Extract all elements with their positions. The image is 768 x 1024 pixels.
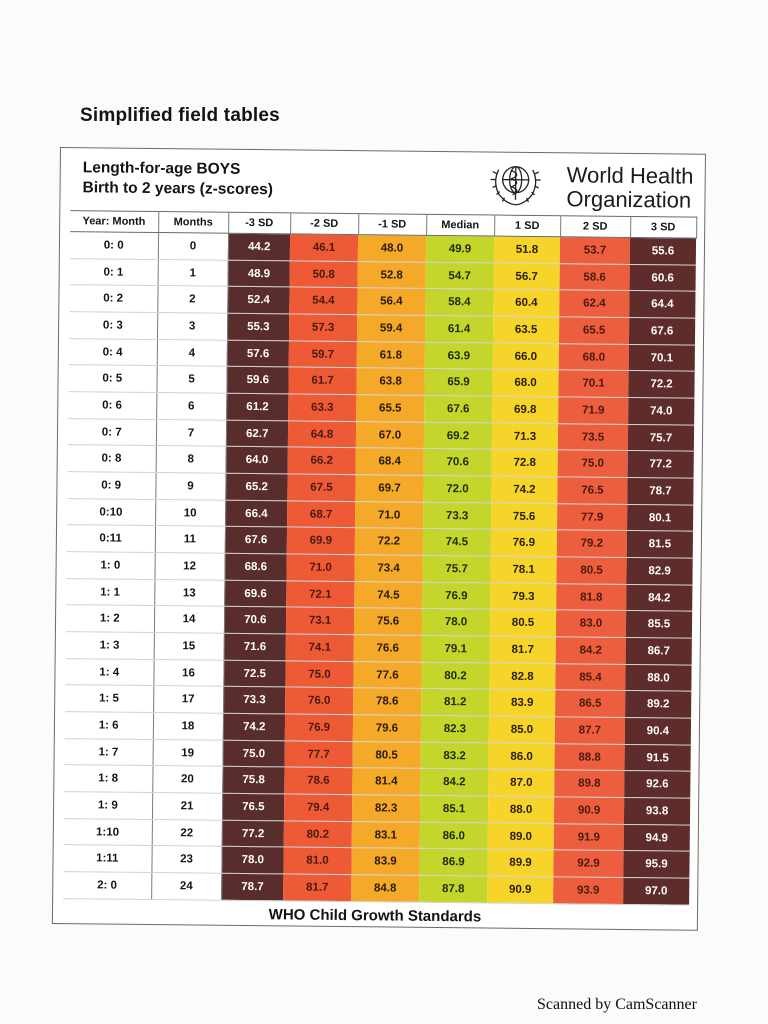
cell-months: 12 xyxy=(154,553,224,580)
column-header-minus-2-sd: -2 SD xyxy=(290,213,358,235)
cell-year-month: 1: 4 xyxy=(65,658,153,686)
cell-plus-1-sd: 83.9 xyxy=(489,689,555,716)
cell-minus-2-sd: 80.2 xyxy=(284,821,352,848)
cell-plus-3-sd: 92.6 xyxy=(624,771,690,798)
cell-year-month: 1: 8 xyxy=(64,765,152,793)
cell-plus-3-sd: 94.9 xyxy=(624,824,690,851)
cell-year-month: 1: 6 xyxy=(65,712,153,740)
cell-plus-3-sd: 77.2 xyxy=(628,451,694,478)
cell-minus-2-sd: 67.5 xyxy=(287,474,355,501)
table-header-block xyxy=(60,148,705,217)
cell-minus-1-sd: 67.0 xyxy=(356,421,424,448)
column-header-plus-1-sd: 1 SD xyxy=(494,215,560,237)
cell-minus-3-sd: 74.2 xyxy=(223,713,285,740)
cell-plus-1-sd: 80.5 xyxy=(490,609,556,636)
cell-minus-1-sd: 56.4 xyxy=(357,288,425,315)
cell-plus-1-sd: 56.7 xyxy=(494,263,560,290)
column-header-plus-3-sd: 3 SD xyxy=(630,216,696,238)
cell-median: 86.0 xyxy=(420,822,488,849)
cell-minus-3-sd: 75.0 xyxy=(223,740,285,767)
cell-plus-3-sd: 90.4 xyxy=(625,718,691,745)
cell-plus-1-sd: 66.0 xyxy=(493,343,559,370)
cell-plus-3-sd: 78.7 xyxy=(627,478,693,505)
cell-median: 73.3 xyxy=(423,502,491,529)
cell-minus-3-sd: 77.2 xyxy=(222,820,284,847)
cell-months: 9 xyxy=(155,473,225,500)
cell-minus-2-sd: 74.1 xyxy=(286,634,354,661)
cell-minus-1-sd: 65.5 xyxy=(356,395,424,422)
cell-minus-3-sd: 55.3 xyxy=(227,313,289,340)
cell-minus-2-sd: 77.7 xyxy=(285,741,353,768)
cell-plus-2-sd: 85.4 xyxy=(555,663,625,690)
cell-minus-3-sd: 48.9 xyxy=(228,260,290,287)
cell-plus-2-sd: 75.0 xyxy=(558,450,628,477)
cell-median: 83.2 xyxy=(421,742,489,769)
cell-minus-2-sd: 73.1 xyxy=(286,607,354,634)
cell-plus-2-sd: 88.8 xyxy=(555,743,625,770)
cell-plus-1-sd: 74.2 xyxy=(491,476,557,503)
cell-plus-2-sd: 58.6 xyxy=(560,263,630,290)
cell-median: 58.4 xyxy=(425,289,493,316)
cell-median: 86.9 xyxy=(419,849,487,876)
cell-plus-3-sd: 64.4 xyxy=(629,291,695,318)
cell-minus-3-sd: 73.3 xyxy=(223,687,285,714)
cell-plus-3-sd: 89.2 xyxy=(625,691,691,718)
cell-minus-3-sd: 66.4 xyxy=(225,500,287,527)
cell-minus-2-sd: 61.7 xyxy=(288,367,356,394)
cell-minus-3-sd: 71.6 xyxy=(224,633,286,660)
cell-months: 2 xyxy=(157,286,227,313)
cell-median: 79.1 xyxy=(422,635,490,662)
cell-plus-1-sd: 60.4 xyxy=(493,289,559,316)
cell-minus-1-sd: 63.8 xyxy=(356,368,424,395)
cell-median: 65.9 xyxy=(424,369,492,396)
table-body xyxy=(63,232,696,905)
cell-minus-2-sd: 75.0 xyxy=(285,661,353,688)
cell-plus-3-sd: 72.2 xyxy=(628,371,694,398)
cell-plus-1-sd: 79.3 xyxy=(490,583,556,610)
cell-plus-3-sd: 85.5 xyxy=(626,611,692,638)
cell-months: 19 xyxy=(153,739,223,766)
cell-minus-3-sd: 72.5 xyxy=(223,660,285,687)
cell-minus-3-sd: 68.6 xyxy=(224,553,286,580)
cell-minus-1-sd: 74.5 xyxy=(354,581,422,608)
cell-plus-1-sd: 87.0 xyxy=(488,769,554,796)
cell-months: 5 xyxy=(156,366,226,393)
cell-year-month: 0: 8 xyxy=(68,445,156,473)
scanner-watermark: Scanned by CamScanner xyxy=(537,996,697,1013)
cell-plus-3-sd: 93.8 xyxy=(624,798,690,825)
cell-plus-3-sd: 84.2 xyxy=(626,584,692,611)
cell-median: 80.2 xyxy=(421,662,489,689)
cell-minus-2-sd: 46.1 xyxy=(290,234,358,261)
cell-plus-2-sd: 91.9 xyxy=(554,823,624,850)
cell-months: 0 xyxy=(158,233,228,260)
cell-plus-2-sd: 68.0 xyxy=(559,343,629,370)
cell-minus-1-sd: 83.1 xyxy=(352,821,420,848)
cell-median: 82.3 xyxy=(421,715,489,742)
cell-minus-2-sd: 72.1 xyxy=(286,581,354,608)
cell-plus-3-sd: 67.6 xyxy=(629,317,695,344)
cell-median: 72.0 xyxy=(423,475,491,502)
table-title-line-2: Birth to 2 years (z-scores) xyxy=(82,179,274,199)
cell-months: 18 xyxy=(153,713,223,740)
cell-plus-3-sd: 86.7 xyxy=(626,638,692,665)
cell-plus-2-sd: 65.5 xyxy=(559,317,629,344)
cell-minus-1-sd: 73.4 xyxy=(354,555,422,582)
cell-months: 6 xyxy=(156,393,226,420)
cell-minus-2-sd: 63.3 xyxy=(288,394,356,421)
length-for-age-table xyxy=(63,210,697,905)
cell-median: 63.9 xyxy=(425,342,493,369)
cell-minus-1-sd: 77.6 xyxy=(353,661,421,688)
cell-minus-3-sd: 62.7 xyxy=(226,420,288,447)
cell-plus-1-sd: 85.0 xyxy=(489,716,555,743)
cell-plus-1-sd: 76.9 xyxy=(491,529,557,556)
cell-minus-1-sd: 68.4 xyxy=(356,448,424,475)
cell-minus-1-sd: 78.6 xyxy=(353,688,421,715)
column-header-minus-1-sd: -1 SD xyxy=(358,214,426,236)
cell-minus-1-sd: 79.6 xyxy=(353,715,421,742)
cell-months: 20 xyxy=(152,766,222,793)
cell-year-month: 0:11 xyxy=(67,525,155,553)
cell-plus-2-sd: 89.8 xyxy=(554,770,624,797)
cell-year-month: 0: 7 xyxy=(68,418,156,446)
cell-minus-3-sd: 69.6 xyxy=(224,580,286,607)
cell-plus-3-sd: 91.5 xyxy=(624,744,690,771)
cell-median: 87.8 xyxy=(419,875,487,902)
cell-months: 24 xyxy=(151,873,221,900)
cell-plus-1-sd: 90.9 xyxy=(487,876,553,903)
cell-year-month: 0:10 xyxy=(67,498,155,526)
cell-median: 54.7 xyxy=(426,262,494,289)
cell-months: 7 xyxy=(156,419,226,446)
cell-plus-1-sd: 71.3 xyxy=(492,423,558,450)
cell-year-month: 1: 9 xyxy=(64,792,152,820)
cell-plus-2-sd: 93.9 xyxy=(553,877,623,904)
cell-median: 85.1 xyxy=(420,795,488,822)
cell-minus-1-sd: 61.8 xyxy=(357,341,425,368)
cell-minus-3-sd: 59.6 xyxy=(226,367,288,394)
cell-minus-1-sd: 48.0 xyxy=(358,235,426,262)
cell-median: 61.4 xyxy=(425,315,493,342)
cell-plus-2-sd: 70.1 xyxy=(558,370,628,397)
cell-minus-1-sd: 81.4 xyxy=(352,768,420,795)
cell-minus-2-sd: 69.9 xyxy=(287,527,355,554)
cell-minus-2-sd: 81.7 xyxy=(283,874,351,901)
cell-minus-1-sd: 59.4 xyxy=(357,315,425,342)
cell-minus-2-sd: 68.7 xyxy=(287,501,355,528)
cell-year-month: 0: 2 xyxy=(69,285,157,313)
cell-median: 81.2 xyxy=(421,689,489,716)
cell-plus-1-sd: 68.0 xyxy=(492,369,558,396)
cell-median: 76.9 xyxy=(422,582,490,609)
cell-plus-2-sd: 73.5 xyxy=(558,423,628,450)
cell-plus-1-sd: 75.6 xyxy=(491,503,557,530)
cell-plus-2-sd: 53.7 xyxy=(560,237,630,264)
cell-minus-3-sd: 78.7 xyxy=(221,873,283,900)
cell-minus-1-sd: 80.5 xyxy=(353,741,421,768)
cell-plus-1-sd: 89.0 xyxy=(488,823,554,850)
cell-plus-2-sd: 90.9 xyxy=(554,797,624,824)
cell-minus-3-sd: 75.8 xyxy=(222,767,284,794)
cell-plus-2-sd: 92.9 xyxy=(553,850,623,877)
cell-plus-3-sd: 75.7 xyxy=(628,424,694,451)
cell-minus-1-sd: 52.8 xyxy=(358,261,426,288)
cell-year-month: 0: 4 xyxy=(69,338,157,366)
cell-minus-1-sd: 72.2 xyxy=(355,528,423,555)
column-header-minus-3-sd: -3 SD xyxy=(228,212,290,234)
cell-minus-3-sd: 57.6 xyxy=(227,340,289,367)
cell-months: 11 xyxy=(155,526,225,553)
cell-minus-1-sd: 75.6 xyxy=(354,608,422,635)
column-header-plus-2-sd: 2 SD xyxy=(560,216,630,238)
growth-table-sheet xyxy=(52,147,706,931)
cell-minus-1-sd: 71.0 xyxy=(355,501,423,528)
organization-name xyxy=(566,163,693,212)
column-header-year-month: Year: Month xyxy=(70,211,158,233)
cell-months: 22 xyxy=(152,819,222,846)
cell-minus-1-sd: 82.3 xyxy=(352,795,420,822)
table-title-line-1: Length-for-age BOYS xyxy=(82,159,241,178)
cell-plus-1-sd: 81.7 xyxy=(490,636,556,663)
cell-minus-3-sd: 64.0 xyxy=(226,447,288,474)
cell-minus-1-sd: 84.8 xyxy=(351,875,419,902)
cell-median: 75.7 xyxy=(422,555,490,582)
cell-plus-2-sd: 80.5 xyxy=(556,557,626,584)
organization-name-line-1: World Health xyxy=(566,162,694,189)
cell-year-month: 0: 1 xyxy=(70,258,158,286)
cell-plus-3-sd: 74.0 xyxy=(628,397,694,424)
table-row xyxy=(63,872,689,905)
cell-plus-3-sd: 82.9 xyxy=(626,558,692,585)
cell-plus-3-sd: 55.6 xyxy=(630,237,696,264)
cell-plus-1-sd: 88.0 xyxy=(488,796,554,823)
cell-median: 78.0 xyxy=(422,609,490,636)
cell-minus-3-sd: 78.0 xyxy=(221,847,283,874)
cell-plus-1-sd: 63.5 xyxy=(493,316,559,343)
cell-minus-2-sd: 78.6 xyxy=(284,767,352,794)
cell-months: 4 xyxy=(157,339,227,366)
cell-median: 74.5 xyxy=(423,529,491,556)
cell-plus-3-sd: 70.1 xyxy=(629,344,695,371)
cell-minus-3-sd: 70.6 xyxy=(224,607,286,634)
cell-minus-2-sd: 57.3 xyxy=(289,314,357,341)
cell-months: 10 xyxy=(155,499,225,526)
cell-year-month: 1: 1 xyxy=(66,578,154,606)
cell-plus-3-sd: 80.1 xyxy=(627,504,693,531)
cell-minus-2-sd: 54.4 xyxy=(289,287,357,314)
cell-minus-3-sd: 61.2 xyxy=(226,393,288,420)
cell-year-month: 1: 0 xyxy=(66,552,154,580)
cell-minus-2-sd: 50.8 xyxy=(290,261,358,288)
cell-plus-2-sd: 87.7 xyxy=(555,717,625,744)
cell-plus-3-sd: 81.5 xyxy=(627,531,693,558)
who-emblem-icon xyxy=(484,155,547,212)
cell-minus-2-sd: 81.0 xyxy=(283,847,351,874)
column-header-median: Median xyxy=(426,214,494,236)
cell-plus-3-sd: 60.6 xyxy=(630,264,696,291)
table-title xyxy=(82,158,273,200)
cell-months: 21 xyxy=(152,793,222,820)
cell-plus-2-sd: 86.5 xyxy=(555,690,625,717)
cell-minus-2-sd: 76.9 xyxy=(285,714,353,741)
cell-plus-3-sd: 95.9 xyxy=(623,851,689,878)
cell-plus-3-sd: 97.0 xyxy=(623,878,689,905)
cell-months: 17 xyxy=(153,686,223,713)
cell-minus-3-sd: 67.6 xyxy=(225,527,287,554)
cell-months: 3 xyxy=(157,313,227,340)
cell-minus-3-sd: 76.5 xyxy=(222,793,284,820)
cell-plus-2-sd: 81.8 xyxy=(556,583,626,610)
cell-year-month: 0: 5 xyxy=(68,365,156,393)
cell-months: 23 xyxy=(151,846,221,873)
cell-year-month: 1:11 xyxy=(63,845,151,873)
cell-minus-1-sd: 76.6 xyxy=(354,635,422,662)
cell-minus-2-sd: 76.0 xyxy=(285,687,353,714)
cell-minus-1-sd: 83.9 xyxy=(351,848,419,875)
cell-year-month: 1:10 xyxy=(64,818,152,846)
cell-median: 70.6 xyxy=(424,449,492,476)
cell-plus-2-sd: 76.5 xyxy=(557,477,627,504)
cell-plus-1-sd: 69.8 xyxy=(492,396,558,423)
cell-minus-2-sd: 79.4 xyxy=(284,794,352,821)
cell-minus-3-sd: 44.2 xyxy=(228,233,290,260)
cell-minus-2-sd: 66.2 xyxy=(288,447,356,474)
cell-minus-2-sd: 64.8 xyxy=(288,421,356,448)
cell-plus-1-sd: 82.8 xyxy=(489,663,555,690)
cell-plus-1-sd: 78.1 xyxy=(490,556,556,583)
cell-year-month: 0: 0 xyxy=(70,232,158,260)
cell-year-month: 0: 3 xyxy=(69,312,157,340)
column-header-months: Months xyxy=(158,212,228,234)
cell-months: 15 xyxy=(154,633,224,660)
page-heading: Simplified field tables xyxy=(80,105,280,126)
cell-median: 49.9 xyxy=(426,235,494,262)
cell-plus-2-sd: 62.4 xyxy=(559,290,629,317)
cell-plus-2-sd: 84.2 xyxy=(556,637,626,664)
cell-year-month: 1: 3 xyxy=(66,632,154,660)
cell-months: 8 xyxy=(156,446,226,473)
cell-plus-2-sd: 79.2 xyxy=(557,530,627,557)
cell-months: 1 xyxy=(158,259,228,286)
cell-plus-2-sd: 71.9 xyxy=(558,397,628,424)
cell-median: 84.2 xyxy=(420,769,488,796)
cell-plus-2-sd: 83.0 xyxy=(556,610,626,637)
cell-minus-2-sd: 71.0 xyxy=(286,554,354,581)
cell-months: 16 xyxy=(153,659,223,686)
cell-year-month: 0: 6 xyxy=(68,392,156,420)
cell-year-month: 1: 7 xyxy=(65,738,153,766)
cell-plus-3-sd: 88.0 xyxy=(625,664,691,691)
cell-minus-1-sd: 69.7 xyxy=(355,475,423,502)
organization-name-line-2: Organization xyxy=(566,186,692,213)
cell-plus-1-sd: 72.8 xyxy=(492,449,558,476)
cell-year-month: 1: 2 xyxy=(66,605,154,633)
cell-median: 67.6 xyxy=(424,395,492,422)
cell-minus-3-sd: 52.4 xyxy=(227,287,289,314)
cell-plus-1-sd: 51.8 xyxy=(494,236,560,263)
table-footer: WHO Child Growth Standards xyxy=(268,906,482,926)
cell-months: 14 xyxy=(154,606,224,633)
cell-months: 13 xyxy=(154,579,224,606)
cell-year-month: 2: 0 xyxy=(63,872,151,900)
cell-minus-2-sd: 59.7 xyxy=(289,341,357,368)
cell-median: 69.2 xyxy=(424,422,492,449)
cell-plus-1-sd: 86.0 xyxy=(489,743,555,770)
cell-year-month: 1: 5 xyxy=(65,685,153,713)
cell-year-month: 0: 9 xyxy=(67,472,155,500)
cell-minus-3-sd: 65.2 xyxy=(225,473,287,500)
cell-plus-2-sd: 77.9 xyxy=(557,503,627,530)
cell-plus-1-sd: 89.9 xyxy=(487,849,553,876)
